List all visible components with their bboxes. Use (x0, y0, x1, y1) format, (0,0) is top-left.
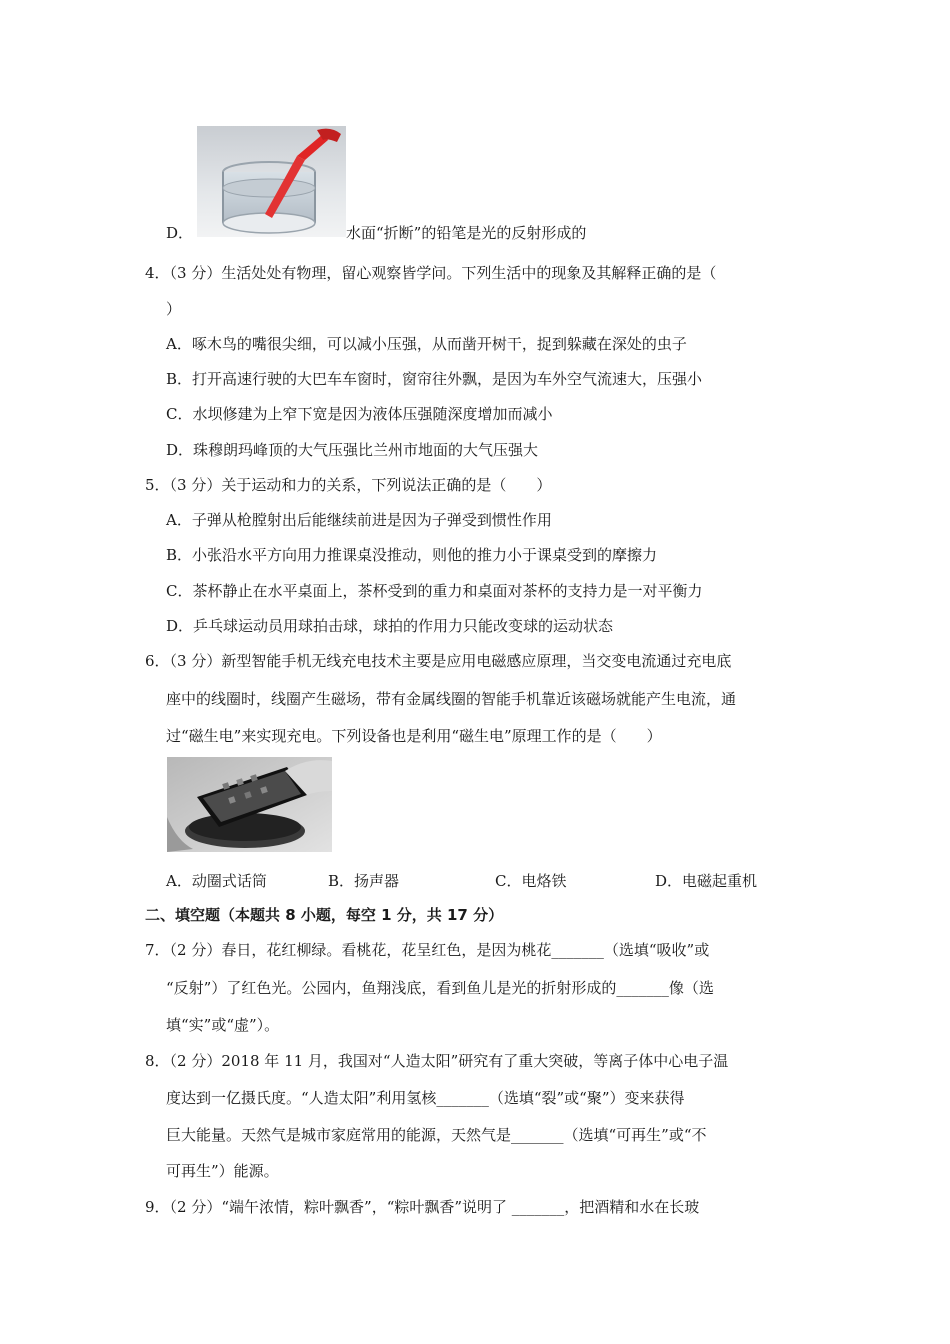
q6-stem-line-1: 6．（3 分）新型智能手机无线充电技术主要是应用电磁感应原理，当交变电流通过充电底 (145, 652, 732, 670)
q8-stem-line-2: 度达到一亿摄氏度。“人造太阳”利用氢核_______（选填“裂”或“聚”）变来获得 (166, 1089, 685, 1107)
q7-stem-line-1: 7．（2 分）春日，花红柳绿。看桃花，花呈红色，是因为桃花_______（选填“吸收”或 (145, 941, 710, 959)
q4-option-b: B．打开高速行驶的大巴车车窗时，窗帘往外飘，是因为车外空气流速大，压强小 (166, 370, 703, 388)
q6-option-a: A．动圈式话筒 (166, 872, 267, 890)
q4-option-c: C．水坝修建为上窄下宽是因为液体压强随深度增加而减小 (166, 405, 553, 423)
q8-stem-line-4: 可再生”）能源。 (166, 1162, 279, 1180)
wireless-charging-phone-image (167, 757, 332, 852)
q5-option-b: B．小张沿水平方向用力推课桌没推动，则他的推力小于课桌受到的摩擦力 (166, 546, 658, 564)
q5-option-a: A．子弹从枪膛射出后能继续前进是因为子弹受到惯性作用 (166, 511, 552, 529)
q4-option-a: A．啄木鸟的嘴很尖细，可以减小压强，从而凿开树干，捉到躲藏在深处的虫子 (166, 335, 687, 353)
q3-option-d-letter: D． (166, 224, 194, 242)
q7-stem-line-2: “反射”）了红色光。公园内，鱼翔浅底，看到鱼儿是光的折射形成的_______像（选 (166, 979, 714, 997)
q5-option-d: D．乒乓球运动员用球拍击球，球拍的作用力只能改变球的运动状态 (166, 617, 614, 635)
section-2-heading: 二、填空题（本题共 8 小题，每空 1 分，共 17 分） (145, 906, 504, 924)
q6-stem-line-2: 座中的线圈时，线圈产生磁场，带有金属线圈的智能手机靠近该磁场就能产生电流，通 (166, 690, 737, 708)
q9-stem-line-1: 9．（2 分）“端午浓情，粽叶飘香”，“粽叶飘香”说明了 _______，把酒精和水在长玻 (145, 1198, 700, 1216)
q4-stem-line-1: 4．（3 分）生活处处有物理，留心观察皆学问。下列生活中的现象及其解释正确的是（ (145, 264, 717, 282)
q4-stem-line-2: ） (166, 300, 182, 318)
q4-option-d: D．珠穆朗玛峰顶的大气压强比兰州市地面的大气压强大 (166, 441, 539, 459)
pencil-in-water-image (197, 126, 346, 237)
q6-option-b: B．扬声器 (328, 872, 400, 890)
q5-option-c: C．茶杯静止在水平桌面上，茶杯受到的重力和桌面对茶杯的支持力是一对平衡力 (166, 582, 703, 600)
q6-option-c: C．电烙铁 (495, 872, 567, 890)
q3-option-d-text: 水面“折断”的铅笔是光的反射形成的 (346, 224, 587, 242)
q7-stem-line-3: 填“实”或“虚”）。 (166, 1016, 280, 1034)
q6-stem-line-3: 过“磁生电”来实现充电。下列设备也是利用“磁生电”原理工作的是（ ） (166, 727, 662, 745)
q8-stem-line-3: 巨大能量。天然气是城市家庭常用的能源，天然气是_______（选填“可再生”或“不 (166, 1126, 707, 1144)
q6-option-d: D．电磁起重机 (655, 872, 758, 890)
q8-stem-line-1: 8．（2 分）2018 年 11 月，我国对“人造太阳”研究有了重大突破，等离子体中心电子温 (145, 1052, 729, 1070)
q5-stem: 5．（3 分）关于运动和力的关系，下列说法正确的是（ ） (145, 476, 552, 494)
